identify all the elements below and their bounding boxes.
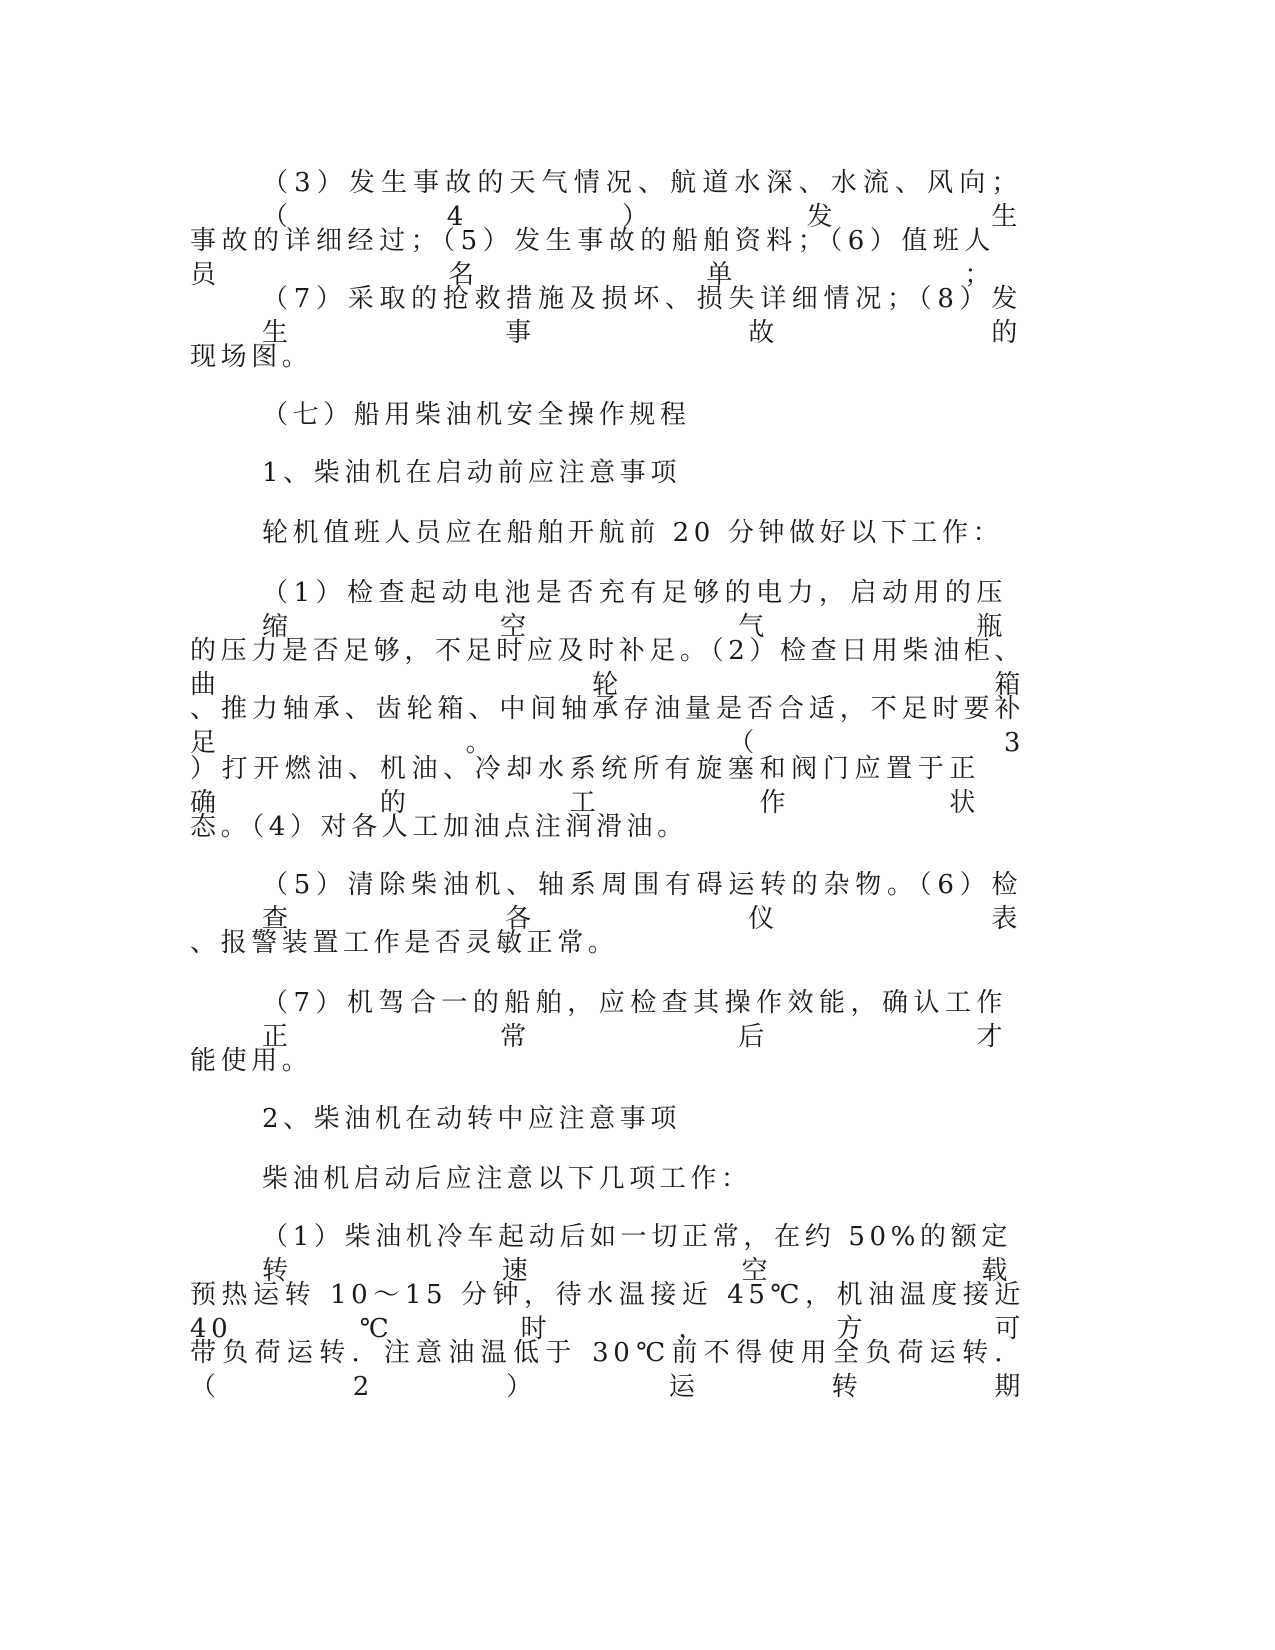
paragraph-line: 、推力轴承、齿轮箱、中间轴承存油量是否合适，不足时要补足。（3 [190, 694, 1025, 758]
paragraph-line: 的压力是否足够，不足时应及时补足。（2）检查日用柴油柜、曲轮箱 [190, 636, 1025, 700]
paragraph-line: 轮机值班人员应在船舶开航前 20 分钟做好以下工作： [262, 518, 1004, 548]
paragraph-line: （3）发生事故的天气情况、航道水深、水流、风向；（4）发生 [262, 168, 1022, 232]
paragraph-line: 态。（4）对各人工加油点注润滑油。 [190, 812, 688, 842]
paragraph-line: （1）检查起动电池是否充有足够的电力，启动用的压缩空气瓶 [262, 578, 1007, 642]
paragraph-line: 预热运转 10～15 分钟，待水温接近 45℃，机油温度接近 40℃时，方可 [190, 1280, 1025, 1344]
paragraph-line: 柴油机启动后应注意以下几项工作： [262, 1164, 752, 1194]
section-heading: （七）船用柴油机安全操作规程 [262, 400, 691, 430]
paragraph-line: 、报警装置工作是否灵敏正常。 [190, 928, 619, 958]
paragraph-line: 事故的详细经过；（5）发生事故的船舶资料；（6）值班人员名单； [190, 226, 995, 290]
paragraph-line: （1）柴油机冷车起动后如一切正常，在约 50%的额定转速空载 [262, 1222, 1012, 1286]
paragraph-line: （7）采取的抢救措施及损坏、损失详细情况；（8）发生事故的 [262, 284, 1022, 348]
paragraph-line: 现场图。 [190, 342, 313, 372]
paragraph-line: ）打开燃油、机油、冷却水系统所有旋塞和阀门应置于正确的工作状 [190, 754, 980, 818]
paragraph-line: （7）机驾合一的船舶，应检查其操作效能，确认工作正常后才 [262, 988, 1007, 1052]
subsection-heading: 1、柴油机在启动前应注意事项 [262, 458, 681, 488]
paragraph-line: 能使用。 [190, 1046, 313, 1076]
paragraph-line: 带负荷运转．注意油温低于 30℃前不得使用全负荷运转．（2）运转期 [190, 1338, 1025, 1402]
paragraph-line: （5）清除柴油机、轴系周围有碍运转的杂物。（6）检查各仪表 [262, 870, 1022, 934]
subsection-heading: 2、柴油机在动转中应注意事项 [262, 1104, 681, 1134]
